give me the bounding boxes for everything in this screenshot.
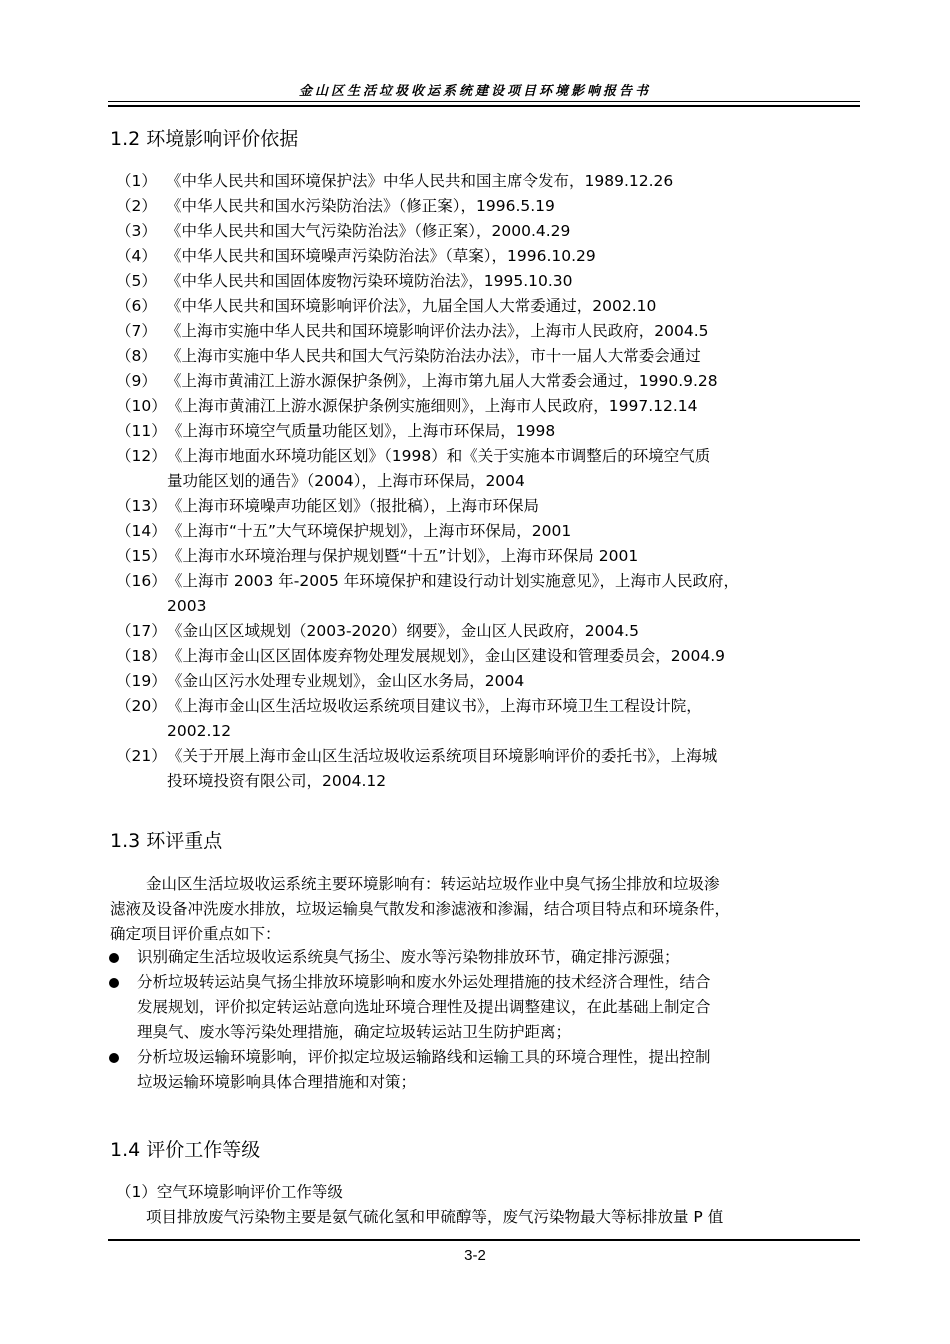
reference-number: （9） — [116, 372, 157, 390]
reference-item — [116, 294, 876, 319]
footer-rule — [108, 1239, 860, 1241]
page-number: 3-2 — [464, 1247, 486, 1264]
focus-bullet-item — [108, 945, 864, 970]
reference-line: 《金山区区域规划（2003-2020）纲要》，金山区人民政府，2004.5 — [167, 622, 639, 640]
reference-item — [116, 669, 876, 694]
reference-line: 量功能区划的通告》（2004），上海市环保局，2004 — [167, 472, 525, 490]
reference-line: 《中华人民共和国环境噪声污染防治法》（草案），1996.10.29 — [166, 247, 596, 265]
focus-intro-line: 滤液及设备冲洗废水排放，垃圾运输臭气散发和渗滤液和渗漏，结合项目特点和环境条件， — [110, 900, 731, 918]
reference-item — [116, 219, 876, 244]
running-header-title: 金山区生活垃圾收运系统建设项目环境影响报告书 — [298, 84, 651, 99]
reference-number: （6） — [116, 297, 157, 315]
reference-number: （16） — [116, 572, 167, 590]
focus-intro-line: 金山区生活垃圾收运系统主要环境影响有：转运站垃圾作业中臭气扬尘排放和垃圾渗 — [146, 875, 720, 893]
reference-line: 《上海市黄浦江上游水源保护条例》，上海市第九届人大常委会通过，1990.9.28 — [166, 372, 718, 390]
reference-line: 2003 — [167, 597, 207, 615]
section-heading-1-2: 1.2 环境影响评价依据 — [110, 128, 299, 150]
reference-item — [116, 744, 876, 794]
reference-line: 《上海市“十五”大气环境保护规划》，上海市环保局，2001 — [167, 522, 572, 540]
reference-number: （8） — [116, 347, 157, 365]
reference-number: （5） — [116, 272, 157, 290]
reference-line: 投环境投资有限公司，2004.12 — [167, 772, 387, 790]
focus-bullet-list — [108, 945, 864, 1095]
reference-line: 《上海市 2003 年-2005 年环境保护和建设行动计划实施意见》，上海市人民政府， — [167, 572, 740, 590]
focus-bullet-line: 分析垃圾转运站臭气扬尘排放环境影响和废水外运处理措施的技术经济合理性，结合 — [137, 973, 711, 991]
reference-item — [116, 344, 876, 369]
reference-number: （4） — [116, 247, 157, 265]
focus-bullet-item — [108, 970, 864, 1045]
reference-line: 《上海市黄浦江上游水源保护条例实施细则》，上海市人民政府，1997.12.14 — [167, 397, 698, 415]
reference-line: 《关于开展上海市金山区生活垃圾收运系统项目环境影响评价的委托书》，上海城 — [167, 747, 718, 765]
reference-line: 《中华人民共和国固体废物污染环境防治法》，1995.10.30 — [166, 272, 573, 290]
reference-number: （15） — [116, 547, 167, 565]
reference-item — [116, 519, 876, 544]
focus-intro-line: 确定项目评价重点如下： — [110, 925, 281, 943]
reference-line: 《上海市金山区生活垃圾收运系统项目建议书》，上海市环境卫生工程设计院， — [167, 697, 702, 715]
reference-item — [116, 319, 876, 344]
bullet-dot-icon — [109, 953, 119, 963]
section-heading-1-4: 1.4 评价工作等级 — [110, 1139, 261, 1161]
bullet-dot-icon — [109, 978, 119, 988]
focus-bullet-line: 垃圾运输环境影响具体合理措施和对策； — [137, 1073, 417, 1091]
focus-bullet-line: 理臭气、废水等污染处理措施，确定垃圾转运站卫生防护距离； — [137, 1023, 572, 1041]
reference-number: （20） — [116, 697, 167, 715]
reference-number: （17） — [116, 622, 167, 640]
bullet-dot-icon — [109, 1053, 119, 1063]
reference-item — [116, 544, 876, 569]
focus-bullet-item — [108, 1045, 864, 1095]
header-rule — [108, 101, 860, 102]
reference-item — [116, 394, 876, 419]
reference-item — [116, 444, 876, 494]
focus-bullet-line: 识别确定生活垃圾收运系统臭气扬尘、废水等污染物排放环节，确定排污源强； — [137, 948, 680, 966]
reference-line: 《上海市环境噪声功能区划》（报批稿），上海市环保局 — [167, 497, 540, 515]
reference-number: （2） — [116, 197, 157, 215]
reference-item — [116, 244, 876, 269]
reference-number: （7） — [116, 322, 157, 340]
reference-item — [116, 619, 876, 644]
reference-number: （10） — [116, 397, 167, 415]
reference-line: 《上海市金山区区固体废弃物处理发展规划》，金山区建设和管理委员会，2004.9 — [167, 647, 725, 665]
reference-item — [116, 419, 876, 444]
header-rule-thick — [108, 105, 860, 107]
reference-number: （1） — [116, 172, 157, 190]
focus-bullet-line: 发展规划，评价拟定转运站意向选址环境合理性及提出调整建议，在此基础上制定合 — [137, 998, 711, 1016]
reference-item — [116, 494, 876, 519]
reference-line: 《上海市实施中华人民共和国大气污染防治法办法》，市十一届人大常委会通过 — [166, 347, 701, 365]
reference-line: 《上海市地面水环境功能区划》（1998）和《关于实施本市调整后的环境空气质 — [167, 447, 711, 465]
reference-item — [116, 694, 876, 744]
focus-bullet-line: 分析垃圾运输环境影响，评价拟定垃圾运输路线和运输工具的环境合理性，提出控制 — [137, 1048, 711, 1066]
reference-number: （18） — [116, 647, 167, 665]
reference-item — [116, 169, 876, 194]
reference-number: （21） — [116, 747, 167, 765]
reference-number: （11） — [116, 422, 167, 440]
reference-list — [116, 169, 876, 794]
reference-line: 《上海市实施中华人民共和国环境影响评价法办法》，上海市人民政府，2004.5 — [166, 322, 709, 340]
reference-item — [116, 194, 876, 219]
reference-number: （3） — [116, 222, 157, 240]
reference-line: 《金山区污水处理专业规划》，金山区水务局，2004 — [167, 672, 525, 690]
reference-number: （13） — [116, 497, 167, 515]
reference-line: 《中华人民共和国环境影响评价法》，九届全国人大常委通过，2002.10 — [166, 297, 657, 315]
reference-item — [116, 569, 876, 619]
reference-line: 2002.12 — [167, 722, 232, 740]
reference-number: （14） — [116, 522, 167, 540]
reference-item — [116, 369, 876, 394]
focus-intro-paragraph — [110, 872, 862, 947]
reference-line: 《中华人民共和国水污染防治法》（修正案），1996.5.19 — [166, 197, 555, 215]
reference-number: （19） — [116, 672, 167, 690]
reference-line: 《中华人民共和国大气污染防治法》（修正案），2000.4.29 — [166, 222, 571, 240]
reference-line: 《中华人民共和国环境保护法》中华人民共和国主席令发布，1989.12.26 — [166, 172, 674, 190]
reference-item — [116, 269, 876, 294]
reference-line: 《上海市水环境治理与保护规划暨“十五”计划》，上海市环保局 2001 — [167, 547, 639, 565]
section-heading-1-3: 1.3 环评重点 — [110, 830, 223, 852]
reference-line: 《上海市环境空气质量功能区划》，上海市环保局，1998 — [167, 422, 556, 440]
grade-item-air: （1）空气环境影响评价工作等级 — [116, 1183, 343, 1201]
reference-number: （12） — [116, 447, 167, 465]
reference-item — [116, 644, 876, 669]
grade-text-emission: 项目排放废气污染物主要是氨气硫化氢和甲硫醇等，废气污染物最大等标排放量 P 值 — [146, 1208, 724, 1226]
